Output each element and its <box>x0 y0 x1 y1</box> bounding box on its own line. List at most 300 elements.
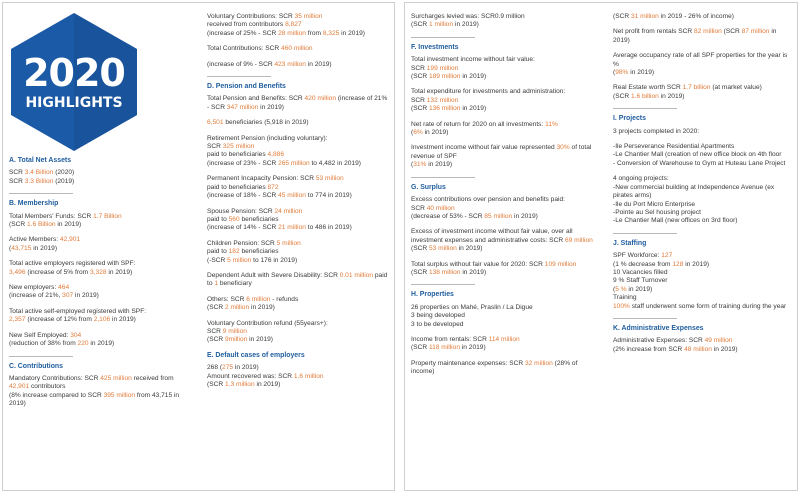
highlight-value: 5 million <box>276 239 301 247</box>
text-block <box>207 45 389 53</box>
text-span: Voluntary Contributions: SCR <box>207 13 295 20</box>
text-span: SCR <box>207 327 223 335</box>
logo-word: HIGHLIGHTS <box>25 95 123 111</box>
text-span: 3 to be developed <box>411 320 464 328</box>
highlight-value: 1.7 billion <box>682 84 711 92</box>
highlight-value: 28 million <box>278 29 306 37</box>
text-span: SCR <box>411 204 427 212</box>
logo-year: 2020 <box>23 51 125 95</box>
text-span: Total surplus without fair value for 2020: SCR <box>411 260 545 268</box>
text-span: Others: SCR <box>207 295 247 303</box>
text-span: (2020) <box>53 169 75 177</box>
left-page <box>2 2 395 491</box>
text-span: Mandatory Contributions: SCR <box>9 374 101 382</box>
highlight-value: 49 million <box>704 337 733 345</box>
text-block <box>9 213 187 230</box>
text-span: -Le Chantier Mall (new offices on 3rd floor) <box>613 217 738 225</box>
text-span: A. Total Net Assets <box>9 157 72 164</box>
text-span: Investment income without fair value represented <box>411 144 557 152</box>
text-span: Total Pension and Benefits: SCR <box>207 95 305 103</box>
text-span: received from contributors <box>207 21 286 29</box>
text-span: staff underwent some form of training during the year <box>629 302 787 310</box>
text-span: Surcharges levied was: SCR0.9 million <box>411 13 525 20</box>
text-block <box>613 52 793 77</box>
highlight-value: 1.6 million <box>293 372 324 380</box>
text-span: F. Investments <box>411 43 459 51</box>
section-heading <box>9 200 187 208</box>
highlight-value: 304 <box>70 331 82 339</box>
text-span: ( <box>613 285 616 293</box>
text-span: in 2019) <box>711 345 738 353</box>
text-span: D. Pension and Benefits <box>207 83 286 91</box>
highlight-value: 307 <box>62 292 74 300</box>
highlight-value: 1.6 billion <box>630 92 659 100</box>
highlight-value: 138 million <box>428 268 461 276</box>
text-span: -Ile Perseverance Residential Apartments <box>613 143 735 151</box>
text-span: in 2019) <box>613 28 777 44</box>
highlight-value: 1.6 Billion <box>26 221 56 229</box>
text-span: in 2019) <box>106 268 133 276</box>
text-block <box>9 308 187 325</box>
text-span: B. Membership <box>9 200 59 208</box>
text-span: Property maintenance expenses: SCR <box>411 359 525 367</box>
highlight-value: 3.4 Billion <box>24 169 54 177</box>
highlight-value: 45 million <box>278 192 306 200</box>
highlight-value: 2,106 <box>93 316 111 324</box>
text-block <box>9 332 187 349</box>
text-span: Administrative Expenses: SCR <box>613 337 705 345</box>
text-span: beneficiaries (5,918 in 2019) <box>223 119 309 127</box>
highlight-value: 6,501 <box>207 119 224 127</box>
text-span: to 774 in 2019) <box>305 192 352 200</box>
highlight-value: 32 million <box>524 359 553 367</box>
highlight-value: 1 million <box>428 21 454 29</box>
text-span: to 486 in 2019) <box>305 224 352 232</box>
highlight-value: 9 million <box>222 327 247 335</box>
text-span: Permanent Incapacity Pension: SCR <box>207 175 316 183</box>
text-span: paid to <box>207 271 388 288</box>
section-heading <box>411 184 597 192</box>
text-span: in 2019) <box>249 304 275 312</box>
text-block <box>207 61 389 69</box>
text-span: beneficiary <box>218 280 252 288</box>
text-span: -New commercial building at Independence Avenue (ex pirates arms) <box>613 183 775 200</box>
text-span: Total active employers registered with SPF: <box>9 260 136 268</box>
text-span: in 2019) <box>73 292 99 300</box>
text-span: (increase of 18% - SCR <box>207 192 279 200</box>
highlight-value: 560 <box>228 215 240 223</box>
text-span: (increase of 14% - SCR <box>207 224 279 232</box>
text-span: (8% increase compared to SCR <box>9 391 104 399</box>
text-span: (28% of income) <box>411 359 578 376</box>
highlight-value: 11% <box>545 120 558 128</box>
section-heading <box>411 291 597 299</box>
text-block <box>207 240 389 265</box>
text-span: beneficiaries <box>239 215 279 223</box>
text-span: in 2019) <box>247 336 273 344</box>
text-span: (SCR <box>411 268 429 276</box>
text-block <box>9 169 187 186</box>
text-block <box>207 296 389 313</box>
highlight-value: 1.7 Billion <box>93 212 122 220</box>
text-block <box>207 119 389 127</box>
highlight-value: 136 million <box>428 105 461 113</box>
text-span: -Pointe au Sel housing project <box>613 208 701 216</box>
text-span: Voluntary Contribution refund (55years+): <box>207 319 328 327</box>
highlight-value: 87 million <box>741 28 770 36</box>
text-block <box>411 56 597 81</box>
section-divider <box>207 76 271 77</box>
text-span: (SCR <box>613 13 631 20</box>
text-span: 9 % Staff Turnover <box>613 277 668 285</box>
highlight-value: 8,827 <box>285 21 302 29</box>
text-block <box>9 236 187 253</box>
text-span: Retirement Pension (including voluntary): <box>207 134 328 142</box>
text-block <box>207 272 389 289</box>
highlight-value: 199 million <box>426 64 459 72</box>
text-span: (increase of 12% from <box>25 316 94 324</box>
highlight-value: 42,901 <box>9 383 30 391</box>
highlight-value: 24 million <box>274 207 303 215</box>
text-span: in 2019) <box>88 340 115 348</box>
text-span: (SCR <box>207 304 225 312</box>
text-span: 3 being developed <box>411 312 465 320</box>
text-block <box>207 320 389 345</box>
highlight-value: 40 million <box>426 204 455 212</box>
text-span: (increase of 21%, <box>9 292 63 300</box>
text-span: in 2019) <box>512 212 538 220</box>
text-span: SCR <box>9 169 25 177</box>
text-block <box>411 360 597 377</box>
text-span: Total Contributions: SCR <box>207 45 282 53</box>
section-divider <box>613 233 677 234</box>
highlight-value: 8,325 <box>322 29 340 37</box>
text-span: (SCR <box>613 92 631 100</box>
text-block <box>411 228 597 253</box>
text-span: (increase of 21% - SCR <box>207 95 388 111</box>
text-span: received from <box>131 374 174 382</box>
text-span: (SCR <box>411 245 429 253</box>
section-divider <box>613 108 677 109</box>
text-span: (decrease of 53% - SCR <box>411 212 485 220</box>
text-block <box>411 196 597 221</box>
highlight-value: 21 million <box>278 224 306 232</box>
text-span: SCR <box>411 64 427 72</box>
highlight-value: 9million <box>224 336 248 344</box>
highlight-value: 460 million <box>281 45 313 53</box>
text-span: (SCR <box>721 28 742 36</box>
left-page-column-1 <box>9 11 187 486</box>
section-heading <box>9 363 187 371</box>
text-span: (SCR <box>207 381 225 388</box>
section-heading <box>411 44 597 52</box>
text-span: paid to beneficiaries <box>207 183 268 191</box>
text-block <box>411 304 597 329</box>
highlight-value: 114 million <box>488 335 520 343</box>
text-span: - Conversion of Warehouse to Gym at Huteau Lane Project <box>613 159 786 167</box>
text-span: SCR <box>9 177 25 185</box>
section-divider <box>411 177 475 178</box>
highlight-value: 425 million <box>100 374 132 382</box>
section-divider <box>411 37 475 38</box>
text-block <box>207 135 389 169</box>
highlight-value: 420 million <box>304 95 337 103</box>
text-span: H. Properties <box>411 291 454 299</box>
text-span: (increase of 9% - SCR <box>207 60 275 68</box>
left-column-2-content <box>207 13 389 389</box>
text-span: from 43,715 in 2019) <box>9 391 180 408</box>
text-span: (2% increase from SCR <box>613 345 685 353</box>
text-span: Average occupancy rate of all SPF properties for the year is % <box>613 52 788 68</box>
highlight-value: 98% <box>615 69 629 77</box>
text-span: in 2019) <box>305 60 332 68</box>
text-span: Excess contributions over pension and benefits paid: <box>411 196 565 204</box>
text-block <box>411 121 597 138</box>
highlight-value: 100% <box>613 302 630 310</box>
text-span: (increase of 25% - SCR <box>207 29 279 37</box>
text-span: in 2019) <box>55 221 82 229</box>
text-block <box>9 260 187 277</box>
text-block <box>9 284 187 301</box>
highlight-value: 423 million <box>274 60 306 68</box>
text-span: in 2019) <box>258 103 284 111</box>
section-heading <box>613 115 793 123</box>
section-divider <box>9 193 73 194</box>
highlight-value: 31% <box>413 161 427 169</box>
text-block <box>9 375 187 409</box>
text-span: Dependent Adult with Severe Disability: SCR <box>207 271 340 279</box>
text-span: Income from rentals: SCR <box>411 335 489 343</box>
highlight-value: 6% <box>413 129 423 137</box>
highlight-value: 0.01 million <box>339 271 374 279</box>
highlight-value: 265 million <box>278 159 310 167</box>
text-span: in 2019) <box>422 129 449 137</box>
text-span: beneficiaries <box>239 248 279 256</box>
text-span: SCR <box>411 96 427 104</box>
text-span: (-SCR <box>207 256 228 264</box>
text-span: to 176 in 2019) <box>251 256 298 264</box>
text-block <box>411 13 597 30</box>
text-block <box>207 13 389 38</box>
highlight-value: 85 million <box>484 212 513 220</box>
text-span: (at market value) <box>710 84 762 92</box>
text-span: (SCR <box>411 21 429 29</box>
highlight-value: 42,901 <box>59 236 81 244</box>
text-span: (1 % decrease from <box>613 260 673 268</box>
text-span: paid to <box>207 248 229 256</box>
highlight-value: 43,715 <box>11 244 32 252</box>
text-span: in 2019) <box>110 316 136 324</box>
highlight-value: 5 million <box>227 256 252 264</box>
section-heading <box>613 325 793 333</box>
right-column-2-content <box>613 13 793 354</box>
text-span: ( <box>613 69 616 77</box>
highlight-value: 2,357 <box>9 316 26 324</box>
text-span: (SCR <box>9 221 27 229</box>
text-block <box>613 175 793 225</box>
highlight-value: 3,328 <box>90 268 107 276</box>
text-span: in 2019) <box>683 260 710 268</box>
highlight-value: 4,886 <box>267 151 284 159</box>
section-divider <box>613 318 677 319</box>
text-block <box>411 261 597 278</box>
text-span: New Self Employed: <box>9 331 71 339</box>
highlight-value: 5 % <box>615 285 627 293</box>
text-span: (reduction of 38% from <box>9 340 78 348</box>
text-span: Total Members' Funds: SCR <box>9 212 94 220</box>
text-span: (SCR <box>411 73 429 81</box>
text-block <box>207 175 389 200</box>
highlight-value: 182 <box>228 248 240 256</box>
text-span: to 4,482 in 2019) <box>309 159 361 167</box>
text-span: K. Administrative Expenses <box>613 324 704 332</box>
text-span: Amount recovered was: SCR <box>207 372 294 380</box>
text-span: 4 ongoing projects: <box>613 175 669 183</box>
text-span: (increase of 5% from <box>25 268 91 276</box>
right-page <box>404 2 798 491</box>
text-span: ( <box>411 161 414 169</box>
text-block <box>613 252 793 311</box>
section-divider <box>9 356 73 357</box>
text-span: Net profit from rentals SCR <box>613 28 694 36</box>
section-divider <box>411 284 475 285</box>
text-span: in 2019) <box>233 364 259 372</box>
highlight-value: 53 million <box>428 245 457 253</box>
text-span: Training <box>613 294 637 302</box>
section-heading <box>9 157 187 165</box>
highlight-value: 69 million <box>564 236 593 244</box>
text-span: -Ile du Port Micro Enterprise <box>613 200 696 208</box>
highlight-value: 220 <box>77 340 89 348</box>
left-column-1-content <box>9 157 187 409</box>
text-span: in 2019) <box>626 285 653 293</box>
text-span: - refunds <box>270 295 299 303</box>
text-block <box>613 28 793 45</box>
text-span: in 2019) <box>460 73 487 81</box>
highlight-value: 128 <box>672 260 684 268</box>
text-span: (2019) <box>53 177 75 185</box>
highlight-value: 1.3 million <box>224 381 255 388</box>
text-span: Children Pension: SCR <box>207 239 277 247</box>
text-span: in 2019) <box>460 105 487 113</box>
text-span: (SCR <box>207 336 225 344</box>
section-heading <box>207 83 389 91</box>
highlights-logo <box>9 11 159 151</box>
text-span: E. Default cases of employers <box>207 351 305 359</box>
text-span: (SCR <box>411 105 429 113</box>
highlight-value: 3,496 <box>9 268 26 276</box>
highlight-value: 464 <box>58 284 70 292</box>
text-block <box>207 208 389 233</box>
section-heading <box>207 352 389 360</box>
text-block <box>613 13 793 21</box>
text-span: SCR <box>207 143 223 151</box>
text-block <box>613 128 793 136</box>
text-span: Total expenditure for investments and administration: <box>411 88 566 96</box>
text-span: of total revenue of SPF <box>411 144 592 160</box>
text-span: Excess of investment income without fair value, over all investment expenses and administrative costs: SCR <box>411 228 573 244</box>
text-span: Spouse Pension: SCR <box>207 207 275 215</box>
text-span: J. Staffing <box>613 239 647 247</box>
highlight-value: 31 million <box>630 13 659 20</box>
text-span: in 2019) <box>453 21 479 29</box>
text-span: ( <box>411 129 414 137</box>
highlight-value: 6 million <box>246 295 271 303</box>
highlight-value: 127 <box>661 252 673 260</box>
highlight-value: 118 million <box>428 344 460 352</box>
text-block <box>207 364 389 389</box>
highlight-value: 347 million <box>226 103 259 111</box>
text-span: in 2019) <box>31 244 58 252</box>
text-span: Total active self-employed registered with SPF: <box>9 307 147 315</box>
text-span: from <box>305 29 323 37</box>
text-block <box>613 143 793 168</box>
text-span: (increase of 23% - SCR <box>207 159 279 167</box>
text-span: contributors <box>29 383 66 391</box>
text-block <box>411 336 597 353</box>
text-span: Net rate of return for 2020 on all investments: <box>411 120 546 128</box>
section-heading <box>613 240 793 248</box>
text-span: New employers: <box>9 284 59 292</box>
text-span: in 2019) <box>339 29 365 37</box>
text-span: paid to beneficiaries <box>207 151 268 159</box>
text-span: in 2019) <box>426 161 453 169</box>
highlight-value: 325 million <box>222 143 255 151</box>
text-block <box>613 84 793 101</box>
highlight-value: 2 million <box>224 304 250 312</box>
highlight-value: 189 million <box>428 73 461 81</box>
highlight-value: 1 <box>214 280 219 288</box>
text-span: SPF Workforce: <box>613 252 662 260</box>
text-span: 3 projects completed in 2020: <box>613 127 700 135</box>
right-page-column-2 <box>613 13 793 486</box>
highlight-value: 35 million <box>294 13 323 20</box>
text-span: -Le Chantier Mall (creation of new office block on 4th floor <box>613 151 782 159</box>
left-page-column-2 <box>207 13 389 486</box>
text-span: 26 properties on Mahé, Praslin / La Digue <box>411 303 533 311</box>
highlight-value: 132 million <box>426 96 459 104</box>
text-span: 10 Vacancies filled <box>613 268 668 276</box>
text-span: 268 ( <box>207 364 223 372</box>
text-span: in 2019) <box>628 69 655 77</box>
text-span: ( <box>9 244 12 252</box>
highlight-value: 872 <box>267 183 279 191</box>
text-span: in 2019) <box>658 92 685 100</box>
highlight-value: 109 million <box>544 260 577 268</box>
right-page-column-1 <box>411 13 597 486</box>
text-span: C. Contributions <box>9 362 63 370</box>
text-span: in 2019) <box>456 245 483 253</box>
text-span: G. Surplus <box>411 183 446 191</box>
text-span: Real Estate worth SCR <box>613 84 683 92</box>
text-span: in 2019) <box>254 381 281 388</box>
text-block <box>613 337 793 354</box>
highlight-value: 53 million <box>315 175 344 183</box>
text-span: (SCR <box>411 344 429 352</box>
highlight-value: 275 <box>222 364 234 372</box>
text-block <box>411 144 597 169</box>
text-span: in 2019) <box>459 344 486 352</box>
highlight-value: 395 million <box>103 391 136 399</box>
highlight-value: 30% <box>556 144 570 152</box>
text-block <box>207 95 389 112</box>
text-span: paid to <box>207 215 229 223</box>
right-column-1-content <box>411 13 597 377</box>
text-span: in 2019 - 26% of income) <box>658 13 734 20</box>
highlight-value: 48 million <box>684 345 712 353</box>
text-span: Total investment income without fair value: <box>411 56 535 64</box>
text-span: I. Projects <box>613 115 646 123</box>
